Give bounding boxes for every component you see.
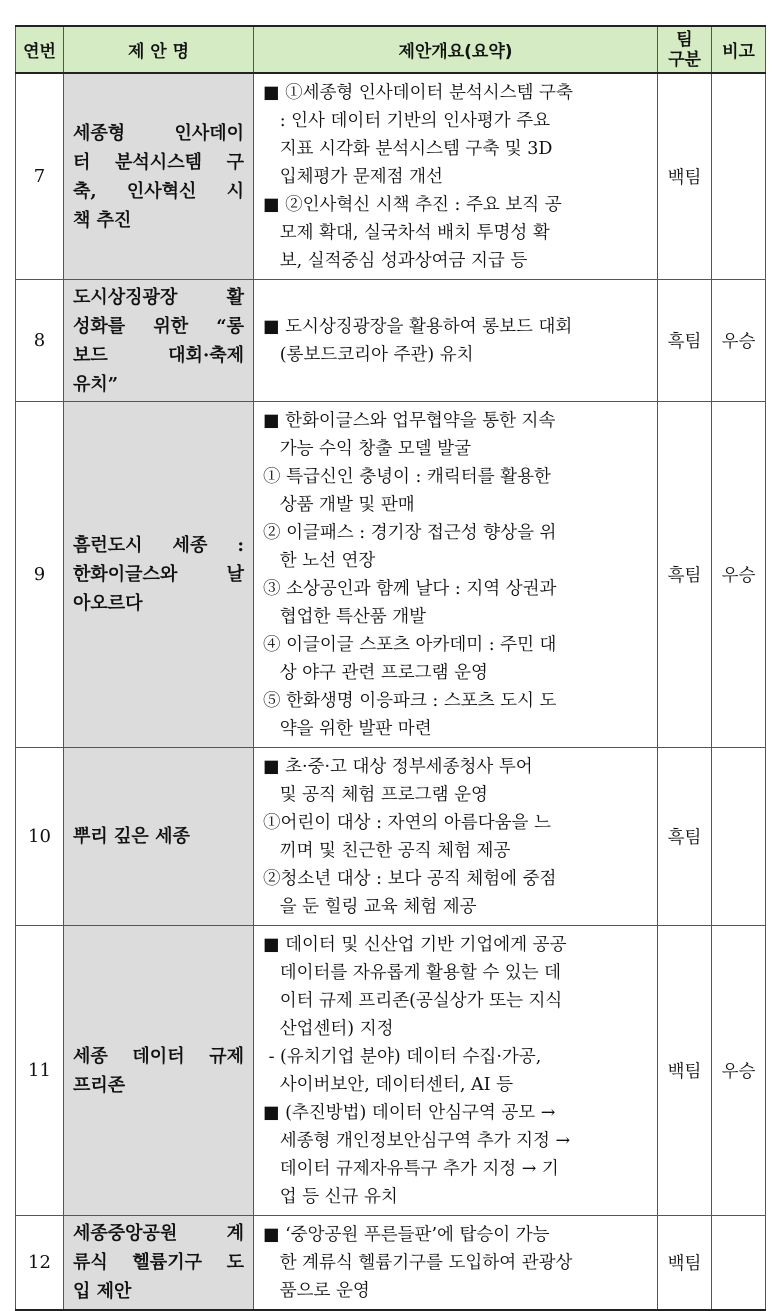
summary-line: 모제 확대, 실국차석 배치 투명성 확 bbox=[263, 223, 550, 243]
proposal-name-line: 유치” bbox=[73, 373, 119, 395]
summary-line: 지표 시각화 분석시스템 구축 및 3D bbox=[263, 139, 553, 159]
proposal-name-line: 입 제안 bbox=[73, 1281, 132, 1302]
col-header-team bbox=[658, 26, 712, 73]
team-cell: 흑팀 bbox=[658, 280, 712, 402]
proposal-summary bbox=[254, 280, 658, 402]
summary-line: 품으로 운영 bbox=[263, 1281, 370, 1301]
summary-line: ■ ①세종형 인사데이터 분석시스템 구축 bbox=[263, 83, 573, 103]
col-header-num: 연번 bbox=[16, 26, 64, 73]
summary-line: 데이터 규제자유특구 추가 지정 → 기 bbox=[263, 1159, 559, 1179]
proposal-table bbox=[15, 25, 766, 1311]
summary-line: ■ ‘중앙공원 푸른들판’에 탑승이 가능 bbox=[263, 1225, 550, 1245]
proposal-name bbox=[64, 402, 254, 748]
summary-line: ■ (추진방법) 데이터 안심구역 공모 → bbox=[263, 1103, 556, 1123]
col-header-summary: 제안개요(요약) bbox=[254, 26, 658, 73]
table-row bbox=[16, 748, 766, 926]
table-row bbox=[16, 926, 766, 1216]
col-header-team-line2: 구분 bbox=[668, 49, 701, 70]
proposal-name-line: 책 추진 bbox=[73, 209, 132, 231]
summary-line: 업 등 신규 유치 bbox=[263, 1187, 398, 1207]
proposal-name-line: 도시상징광장 활 bbox=[73, 286, 244, 308]
proposal-summary bbox=[254, 1216, 658, 1311]
summary-line: ③ 소상공인과 함께 날다 : 지역 상권과 bbox=[263, 579, 557, 599]
note-cell: 우승 bbox=[712, 402, 766, 748]
note-cell: 우승 bbox=[712, 280, 766, 402]
summary-line: 및 공직 체험 프로그램 운영 bbox=[263, 785, 488, 805]
summary-line: ① 특급신인 충녕이 : 캐릭터를 활용한 bbox=[263, 467, 551, 487]
summary-line: 상 야구 관련 프로그램 운영 bbox=[263, 663, 488, 683]
proposal-summary bbox=[254, 73, 658, 280]
team-cell: 백팀 bbox=[658, 73, 712, 280]
row-number: 10 bbox=[16, 748, 64, 926]
proposal-name bbox=[64, 748, 254, 926]
note-cell bbox=[712, 73, 766, 280]
proposal-name bbox=[64, 1216, 254, 1311]
summary-line: 입체평가 문제점 개선 bbox=[263, 167, 443, 187]
proposal-name-line: 보드 대회·축제 bbox=[73, 344, 244, 366]
proposal-name-line: 류식 헬륨기구 도 bbox=[73, 1252, 244, 1273]
proposal-summary bbox=[254, 926, 658, 1216]
summary-line: ■ 도시상징광장을 활용하여 롱보드 대회 bbox=[263, 317, 573, 337]
proposal-summary bbox=[254, 402, 658, 748]
summary-line: 한 계류식 헬륨기구를 도입하여 관광상 bbox=[263, 1253, 573, 1273]
header-row bbox=[16, 26, 766, 73]
proposal-name-line: 성화를 위한 “롱 bbox=[73, 315, 244, 337]
summary-line: 한 노선 연장 bbox=[263, 551, 376, 571]
summary-line: 사이버보안, 데이터센터, AI 등 bbox=[263, 1075, 514, 1095]
row-number: 8 bbox=[16, 280, 64, 402]
note-cell bbox=[712, 1216, 766, 1311]
table-row bbox=[16, 280, 766, 402]
table-row bbox=[16, 402, 766, 748]
summary-line: 약을 위한 발판 마련 bbox=[263, 719, 432, 739]
summary-line: ■ 데이터 및 신산업 기반 기업에게 공공 bbox=[263, 935, 567, 955]
proposal-name-line: 뿌리 깊은 세종 bbox=[73, 826, 190, 847]
summary-line: - (유치기업 분야) 데이터 수집·가공, bbox=[263, 1047, 542, 1067]
proposal-name-line: 터 분석시스템 구 bbox=[73, 151, 244, 173]
proposal-name-line: 흠런도시 세종 : bbox=[73, 535, 244, 556]
col-header-note: 비고 bbox=[712, 26, 766, 73]
col-header-name: 제 안 명 bbox=[64, 26, 254, 73]
row-number: 9 bbox=[16, 402, 64, 748]
summary-line: ■ 한화이글스와 업무협약을 통한 지속 bbox=[263, 411, 556, 431]
col-header-team-line1: 팀 bbox=[676, 29, 693, 50]
summary-line: 이터 규제 프리존(공실상가 또는 지식 bbox=[263, 991, 563, 1011]
row-number: 12 bbox=[16, 1216, 64, 1311]
summary-line: 끼며 및 친근한 공직 체험 제공 bbox=[263, 841, 511, 861]
team-cell: 흑팀 bbox=[658, 748, 712, 926]
proposal-name bbox=[64, 280, 254, 402]
team-cell: 백팀 bbox=[658, 1216, 712, 1311]
team-cell: 백팀 bbox=[658, 926, 712, 1216]
proposal-name bbox=[64, 926, 254, 1216]
proposal-summary bbox=[254, 748, 658, 926]
summary-line: ■ 초·중·고 대상 정부세종청사 투어 bbox=[263, 757, 533, 777]
team-cell: 흑팀 bbox=[658, 402, 712, 748]
note-cell: 우승 bbox=[712, 926, 766, 1216]
summary-line: 을 둔 힐링 교육 체험 제공 bbox=[263, 897, 477, 917]
summary-line: 산업센터) 지정 bbox=[263, 1019, 394, 1039]
summary-line: : 인사 데이터 기반의 인사평가 주요 bbox=[263, 111, 551, 131]
summary-line: ⑤ 한화생명 이응파크 : 스포츠 도시 도 bbox=[263, 691, 557, 711]
summary-line: 상품 개발 및 판매 bbox=[263, 495, 415, 515]
summary-line: 데이터를 자유롭게 활용할 수 있는 데 bbox=[263, 963, 562, 983]
summary-line: 세종형 개인정보안심구역 추가 지정 → bbox=[263, 1131, 571, 1151]
summary-line: 가능 수익 창출 모델 발굴 bbox=[263, 439, 471, 459]
proposal-name bbox=[64, 73, 254, 280]
row-number: 7 bbox=[16, 73, 64, 280]
note-cell bbox=[712, 748, 766, 926]
summary-line: 보, 실적중심 성과상여금 지급 등 bbox=[263, 251, 528, 271]
table-row bbox=[16, 1216, 766, 1311]
summary-line: ①어린이 대상 : 자연의 아름다움을 느 bbox=[263, 813, 551, 833]
summary-line: ④ 이글이글 스포츠 아카데미 : 주민 대 bbox=[263, 635, 557, 655]
table-row bbox=[16, 73, 766, 280]
proposal-name-line: 아오르다 bbox=[73, 593, 143, 614]
proposal-name-line: 세종형 인사데이 bbox=[73, 122, 244, 144]
summary-line: ② 이글패스 : 경기장 접근성 향상을 위 bbox=[263, 523, 557, 543]
summary-line: 협업한 특산품 개발 bbox=[263, 607, 427, 627]
proposal-name-line: 프리존 bbox=[73, 1074, 126, 1096]
row-number: 11 bbox=[16, 926, 64, 1216]
summary-line: (롱보드코리아 주관) 유치 bbox=[263, 345, 474, 365]
proposal-name-line: 세종중앙공원 계 bbox=[73, 1223, 244, 1244]
summary-line: ■ ②인사혁신 시책 추진 : 주요 보직 공 bbox=[263, 195, 562, 215]
summary-line: ②청소년 대상 : 보다 공직 체험에 중점 bbox=[263, 869, 557, 889]
proposal-name-line: 축, 인사혁신 시 bbox=[73, 180, 244, 202]
proposal-name-line: 한화이글스와 날 bbox=[73, 564, 244, 585]
proposal-name-line: 세종 데이터 규제 bbox=[73, 1045, 244, 1067]
